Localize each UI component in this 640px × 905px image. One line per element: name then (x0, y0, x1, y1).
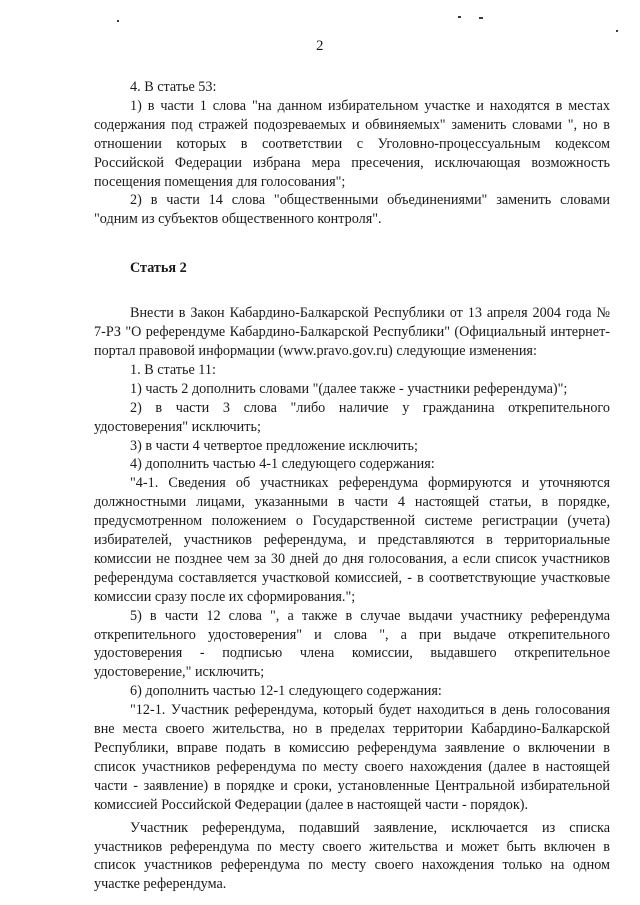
article11-item-6-paragraph-2: Участник референдума, подавший заявление, исключается из списка участников референдума по месту своего жительства и может быть включен в список участников референдума по месту своего нахождения только на одном участке референдума. (94, 819, 610, 893)
article53-item-1: 1) в части 1 слова "на данном избирательном участке и находятся в местах содержания под стражей подозреваемых и обвиняемых" заменить словами ", но в отношении которых в соответствии с Уголовно-процессуальным кодексом Российской Федерации избрана мера пресечения, исключающая возможность посещения помещения для голосования"; (94, 97, 610, 190)
article11-item-3: 3) в части 4 четвертое предложение исключить; (130, 437, 418, 454)
article53-item-2: 2) в части 14 слова "общественными объединениями" заменить словами "одним из субъектов общественного контроля". (94, 192, 610, 228)
scan-speck (458, 16, 461, 18)
article11-item-6: 6) дополнить частью 12-1 следующего содержания: (130, 683, 442, 700)
page-number: 2 (316, 38, 324, 54)
article11-heading: 1. В статье 11: (130, 361, 216, 378)
article11-item-4-text: "4-1. Сведения об участниках референдума формируются и уточняются должностными лицами, указанными в части 4 настоящей статьи, в порядке, предусмотренном положением о Государственной системе регистрации (учета) избирателей, участников референдума, и представляются в территориальные комиссии не позднее чем за 30 дней до дня голосования, а если список участников референдума составляется участковой комиссией, - в соответствующие участковые комиссии сразу после их сформирования."; (94, 475, 610, 605)
document-body (94, 78, 610, 894)
article11-item-1: 1) часть 2 дополнить словами "(далее также - участники референдума)"; (130, 380, 568, 397)
article11-item-4: 4) дополнить частью 4-1 следующего содержания: (130, 456, 435, 473)
scan-speck (117, 20, 119, 22)
scan-speck (616, 30, 618, 32)
article11-item-5: 5) в части 12 слова ", а также в случае выдачи участнику референдума открепительного удостоверения" и слова ", а при выдаче открепительного удостоверения - подписью члена комиссии, выдавшего открепительное удостоверение," исключить; (94, 607, 610, 681)
article2-title: Статья 2 (130, 260, 187, 277)
article2-intro: Внести в Закон Кабардино-Балкарской Республики от 13 апреля 2004 года № 7-РЗ "О референдуме Кабардино-Балкарской Республики" (Официальный интернет-портал правовой информации (www.pravo.gov.ru) следующие изменения: (94, 305, 610, 359)
article11-item-2: 2) в части 3 слова "либо наличие у гражданина открепительного удостоверения" исключить; (94, 399, 610, 435)
article53-heading: 4. В статье 53: (130, 79, 217, 95)
scan-speck (479, 17, 483, 19)
article11-item-6-text: "12-1. Участник референдума, который будет находиться в день голосования вне места своего жительства, но в пределах территории Кабардино-Балкарской Республики, вправе подать в комиссию референдума заявление о включении в список участников референдума по месту своего нахождения (далее в настоящей части - заявление) в порядке и сроки, установленные Центральной избирательной комиссией Российской Федерации (далее в настоящей части - порядок). (94, 702, 610, 813)
